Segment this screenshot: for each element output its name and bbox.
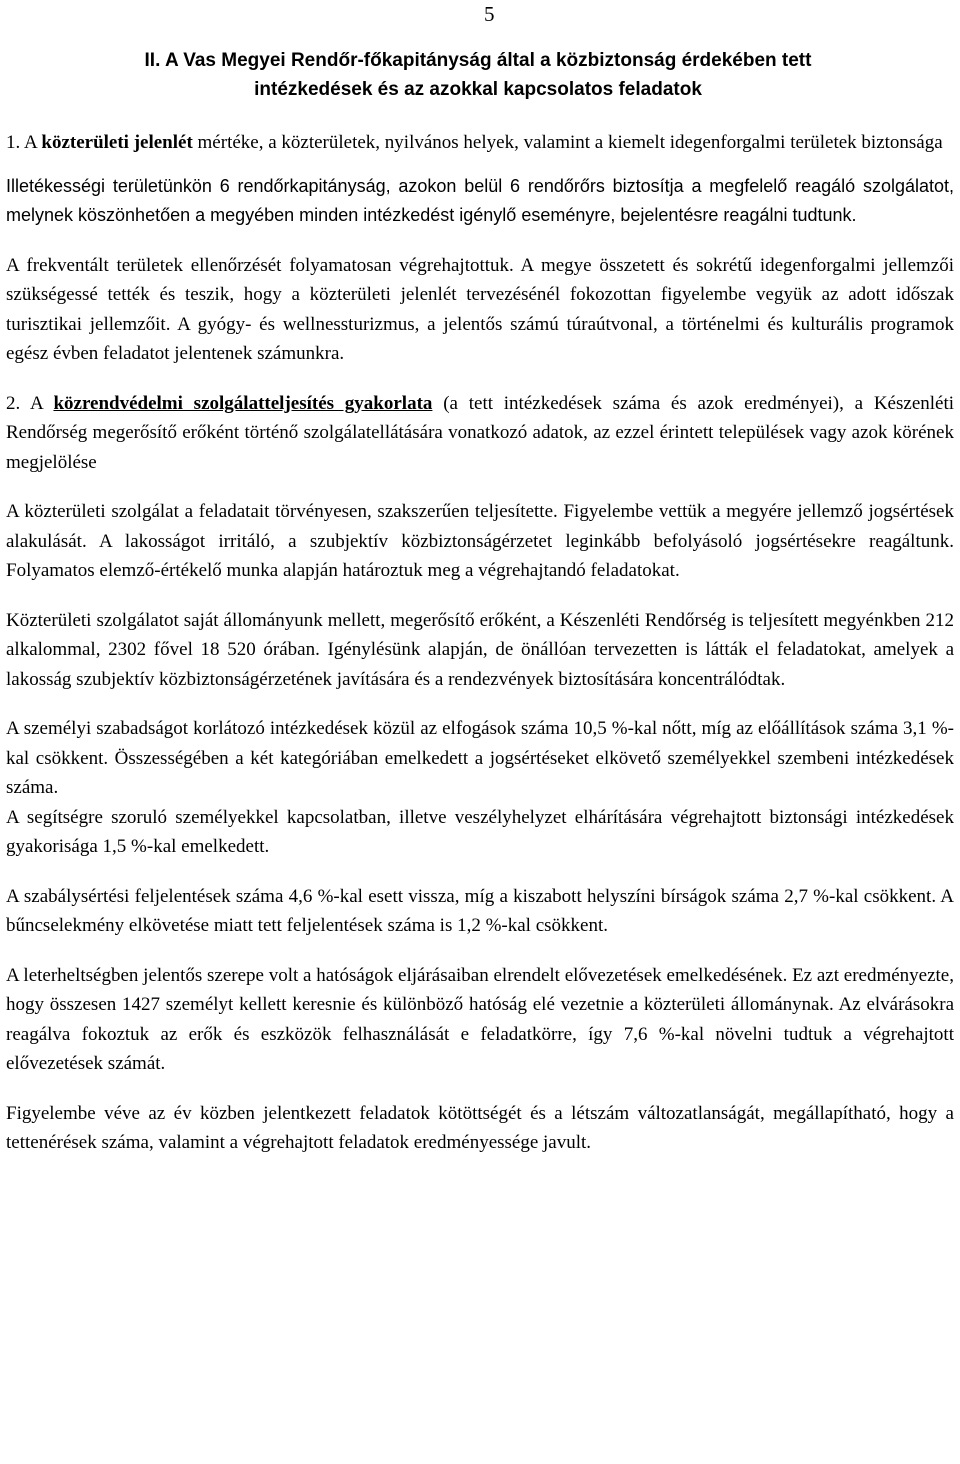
section-2-paragraph-7: Figyelembe véve az év közben jelentkezett feladatok kötöttségét és a létszám változatlanságát, megállapítható, hogy a tettenérések száma, valamint a végrehajtott feladatok eredményessége javult.: [6, 1102, 954, 1153]
section-2-title: [6, 389, 954, 478]
section-2-paragraph-6: A leterheltségben jelentős szerepe volt a hatóságok eljárásaiban elrendelt elővezetések emelkedésének. Ez azt eredményezte, hogy összesen 1427 személyt kellett keresnie és különböző hatóság elé vezetnie a közterületi állománynak. Az elvárásokra reagálva fokoztuk az erők és eszközök felhasználását e feladatkörre, így 7,6 %-kal növelni tudtuk a végrehajtott elővezetések számát.: [6, 964, 954, 1074]
section-2-paragraph-1: A közterületi szolgálat a feladatait törvényesen, szakszerűen teljesítette. Figyelembe vettük a megyére jellemző jogsértések alakulását. A lakosságot irritáló, a szubjektív közbiztonságérzetet leginkább befolyásoló jogsértésekre reagáltunk. Folyamatos elemző-értékelő munka alapján határoztuk meg a végrehajtandó feladatokat.: [6, 501, 954, 581]
heading-line-1: II. A Vas Megyei Rendőr-főkapitányság által a közbiztonság érdekében tett: [144, 50, 812, 71]
section-2-title-rest: (a tett intézkedések száma és azok eredményei), a Készenléti Rendőrség megerősítő erőként történő szolgálatellátására vonatkozó adatok, az ezzel érintett települések vagy azok körének megjelölése: [6, 392, 955, 473]
section-1-paragraph-1: Illetékességi területünkön 6 rendőrkapitányság, azokon belül 6 rendőrőrs biztosítja a megfelelő reagáló szolgálatot, melynek köszönhetően a megyében minden intézkedést igénylő eseményre, bejelentésre reagálni tudtunk.: [6, 175, 954, 225]
section-2-paragraph-5: A szabálysértési feljelentések száma 4,6 %-kal esett vissza, míg a kiszabott helyszíni bírságok száma 2,7 %-kal csökkent. A bűncselekmény elkövetése miatt tett feljelentések száma is 1,2 %-kal csökkent.: [6, 885, 954, 936]
section-2-title-bold: közrendvédelmi szolgálatteljesítés gyakorlata: [53, 392, 433, 414]
section-2-number: 2. A: [6, 392, 54, 414]
document-body: [6, 128, 954, 1158]
page-number: 5: [484, 2, 495, 26]
section-1-title-bold: közterületi jelenlét: [41, 132, 193, 153]
section-1-title: [6, 128, 954, 158]
section-2-paragraph-2: Közterületi szolgálatot saját állományunk mellett, megerősítő erőként, a Készenléti Rendőrség is teljesített megyénkben 212 alkalommal, 2302 fővel 18 520 órában. Igénylésünk alapján, de önállóan tervezetten is látták el feladatokat, amelyek a lakosság szubjektív közbiztonságérzetének javítására és a rendezvények biztosítására koncentrálódtak.: [6, 609, 954, 690]
section-2-paragraph-3: A személyi szabadságot korlátozó intézkedések közül az elfogások száma 10,5 %-kal nőtt, míg az előállítások száma 3,1 %-kal csökkent. Összességében a két kategóriában emelkedett a jogsértéseket elkövető személyekkel szembeni intézkedések száma.: [6, 718, 954, 798]
section-1-number: 1. A: [6, 132, 42, 153]
section-2-paragraph-4: A segítségre szoruló személyekkel kapcsolatban, illetve veszélyhelyzet elhárítására végrehajtott biztonsági intézkedések gyakorisága 1,5 %-kal emelkedett.: [6, 806, 954, 857]
section-1-title-rest: mértéke, a közterületek, nyilvános helyek, valamint a kiemelt idegenforgalmi területek biztonsága: [192, 132, 943, 153]
section-heading: [78, 46, 878, 104]
section-1-paragraph-2: A frekventált területek ellenőrzését folyamatosan végrehajtottuk. A megye összetett és sokrétű idegenforgalmi jellemzői szükségessé tették és teszik, hogy a közterületi jelenlét tervezésénél fokozottan figyelembe vegyük az adott időszak turisztikai jellemzőit. A gyógy- és wellnessturizmus, a jelentős számú túraútvonal, a történelmi és kulturális programok egész évben feladatot jelentenek számunkra.: [6, 254, 954, 364]
heading-line-2: intézkedések és az azokkal kapcsolatos feladatok: [254, 79, 702, 100]
